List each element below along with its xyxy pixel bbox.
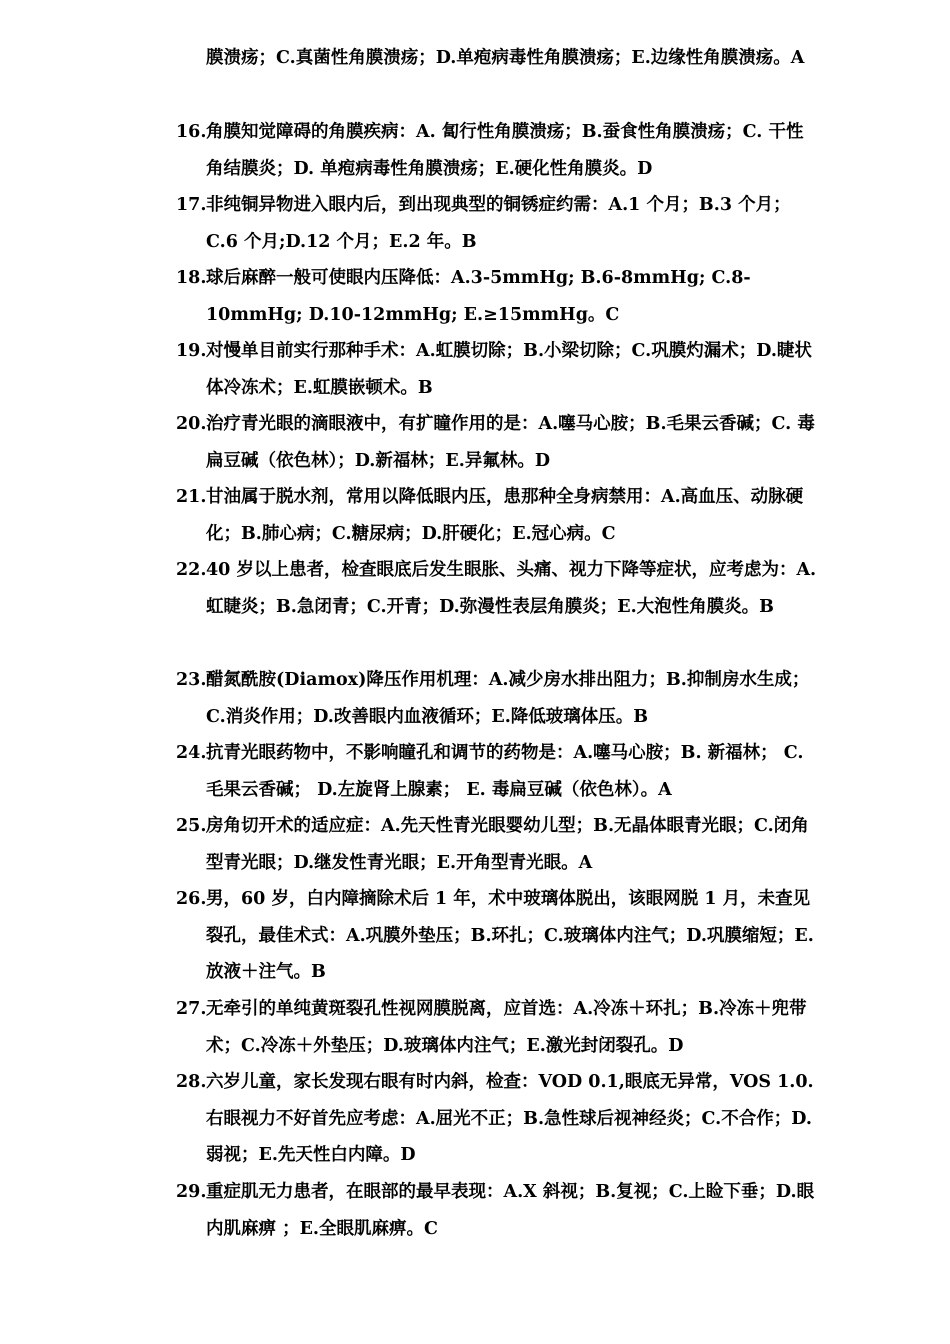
question-text: 对慢单目前实行那种手术：A.虹膜切除；B.小梁切除；C.巩膜灼漏术；D.睫状体冷冻术；E.虹膜嵌顿术。B (206, 341, 812, 398)
question-27 (176, 991, 818, 1064)
question-number: 16. (176, 122, 207, 142)
question-number: 23. (176, 670, 207, 690)
question-18 (176, 260, 818, 333)
question-29 (176, 1174, 818, 1247)
question-number: 28. (176, 1072, 207, 1092)
question-number: 25. (176, 816, 207, 836)
question-21 (176, 479, 818, 552)
question-19 (176, 333, 818, 406)
question-number: 17. (176, 195, 207, 215)
question-text: 球后麻醉一般可使眼内压降低：A.3-5mmHg; B.6-8mmHg; C.8-10mmHg; D.10-12mmHg; E.≥15mmHg。C (206, 268, 751, 325)
question-text: 治疗青光眼的滴眼液中，有扩瞳作用的是：A.噻马心胺；B.毛果云香碱；C. 毒扁豆碱（依色林）；D.新福林；E.异氟林。D (206, 414, 815, 471)
question-23 (176, 662, 818, 735)
question-number: 27. (176, 999, 207, 1019)
question-text: 抗青光眼药物中，不影响瞳孔和调节的药物是：A.噻马心胺；B. 新福林； C. 毛果云香碱； D.左旋肾上腺素； E. 毒扁豆碱（依色林）。A (206, 743, 804, 800)
question-22 (176, 552, 818, 625)
question-text: 房角切开术的适应症：A.先天性青光眼婴幼儿型；B.无晶体眼青光眼；C.闭角型青光眼；D.继发性青光眼；E.开角型青光眼。A (206, 816, 809, 873)
question-26 (176, 881, 818, 991)
question-number: 29. (176, 1182, 207, 1202)
question-text: 非纯铜异物进入眼内后，到出现典型的铜锈症约需：A.1 个月；B.3 个月；C.6 个月;D.12 个月；E.2 年。B (206, 195, 791, 252)
question-text: 无牵引的单纯黄斑裂孔性视网膜脱离，应首选：A.冷冻＋环扎；B.冷冻＋兜带术；C.冷冻＋外垫压；D.玻璃体内注气；E.激光封闭裂孔。D (206, 999, 807, 1056)
question-17 (176, 187, 818, 260)
question-20 (176, 406, 818, 479)
question-text: 角膜知觉障碍的角膜疾病：A. 匐行性角膜溃疡；B.蚕食性角膜溃疡；C. 干性角结膜炎；D. 单疱病毒性角膜溃疡；E.硬化性角膜炎。D (206, 122, 804, 179)
question-number: 21. (176, 487, 207, 507)
question-text: 甘油属于脱水剂，常用以降低眼内压，患那种全身病禁用：A.高血压、动脉硬化；B.肺心病；C.糖尿病；D.肝硬化；E.冠心病。C (206, 487, 804, 544)
continuation-text: 膜溃疡；C.真菌性角膜溃疡；D.单疱病毒性角膜溃疡；E.边缘性角膜溃疡。A (206, 48, 805, 68)
question-28 (176, 1064, 818, 1174)
question-25 (176, 808, 818, 881)
question-text: 重症肌无力患者，在眼部的最早表现：A.X 斜视；B.复视；C.上睑下垂；D.眼内肌麻痹 ；E.全眼肌麻痹。C (206, 1182, 815, 1239)
question-number: 18. (176, 268, 207, 288)
question-number: 26. (176, 889, 207, 909)
question-number: 19. (176, 341, 207, 361)
question-number: 24. (176, 743, 207, 763)
question-16 (176, 114, 818, 187)
question-number: 22. (176, 560, 207, 580)
question-text: 醋氮酰胺(Diamox)降压作用机理：A.减少房水排出阻力；B.抑制房水生成；C.消炎作用；D.改善眼内血液循环；E.降低玻璃体压。B (206, 670, 810, 727)
question-text: 40 岁以上患者，检查眼底后发生眼胀、头痛、视力下降等症状，应考虑为：A.虹睫炎；B.急闭青；C.开青；D.弥漫性表层角膜炎；E.大泡性角膜炎。B (206, 560, 817, 617)
question-number: 20. (176, 414, 207, 434)
question-text: 男，60 岁，白内障摘除术后 1 年，术中玻璃体脱出，该眼网脱 1 月，未查见裂孔，最佳术式：A.巩膜外垫压；B.环扎；C.玻璃体内注气；D.巩膜缩短；E.放液＋注气。B (206, 889, 814, 983)
question-text: 六岁儿童，家长发现右眼有时内斜，检查：VOD 0.1,眼底无异常，VOS 1.0.右眼视力不好首先应考虑：A.屈光不正；B.急性球后视神经炎；C.不合作；D.弱视；E.先天性白内障。D (206, 1072, 814, 1166)
question-24 (176, 735, 818, 808)
